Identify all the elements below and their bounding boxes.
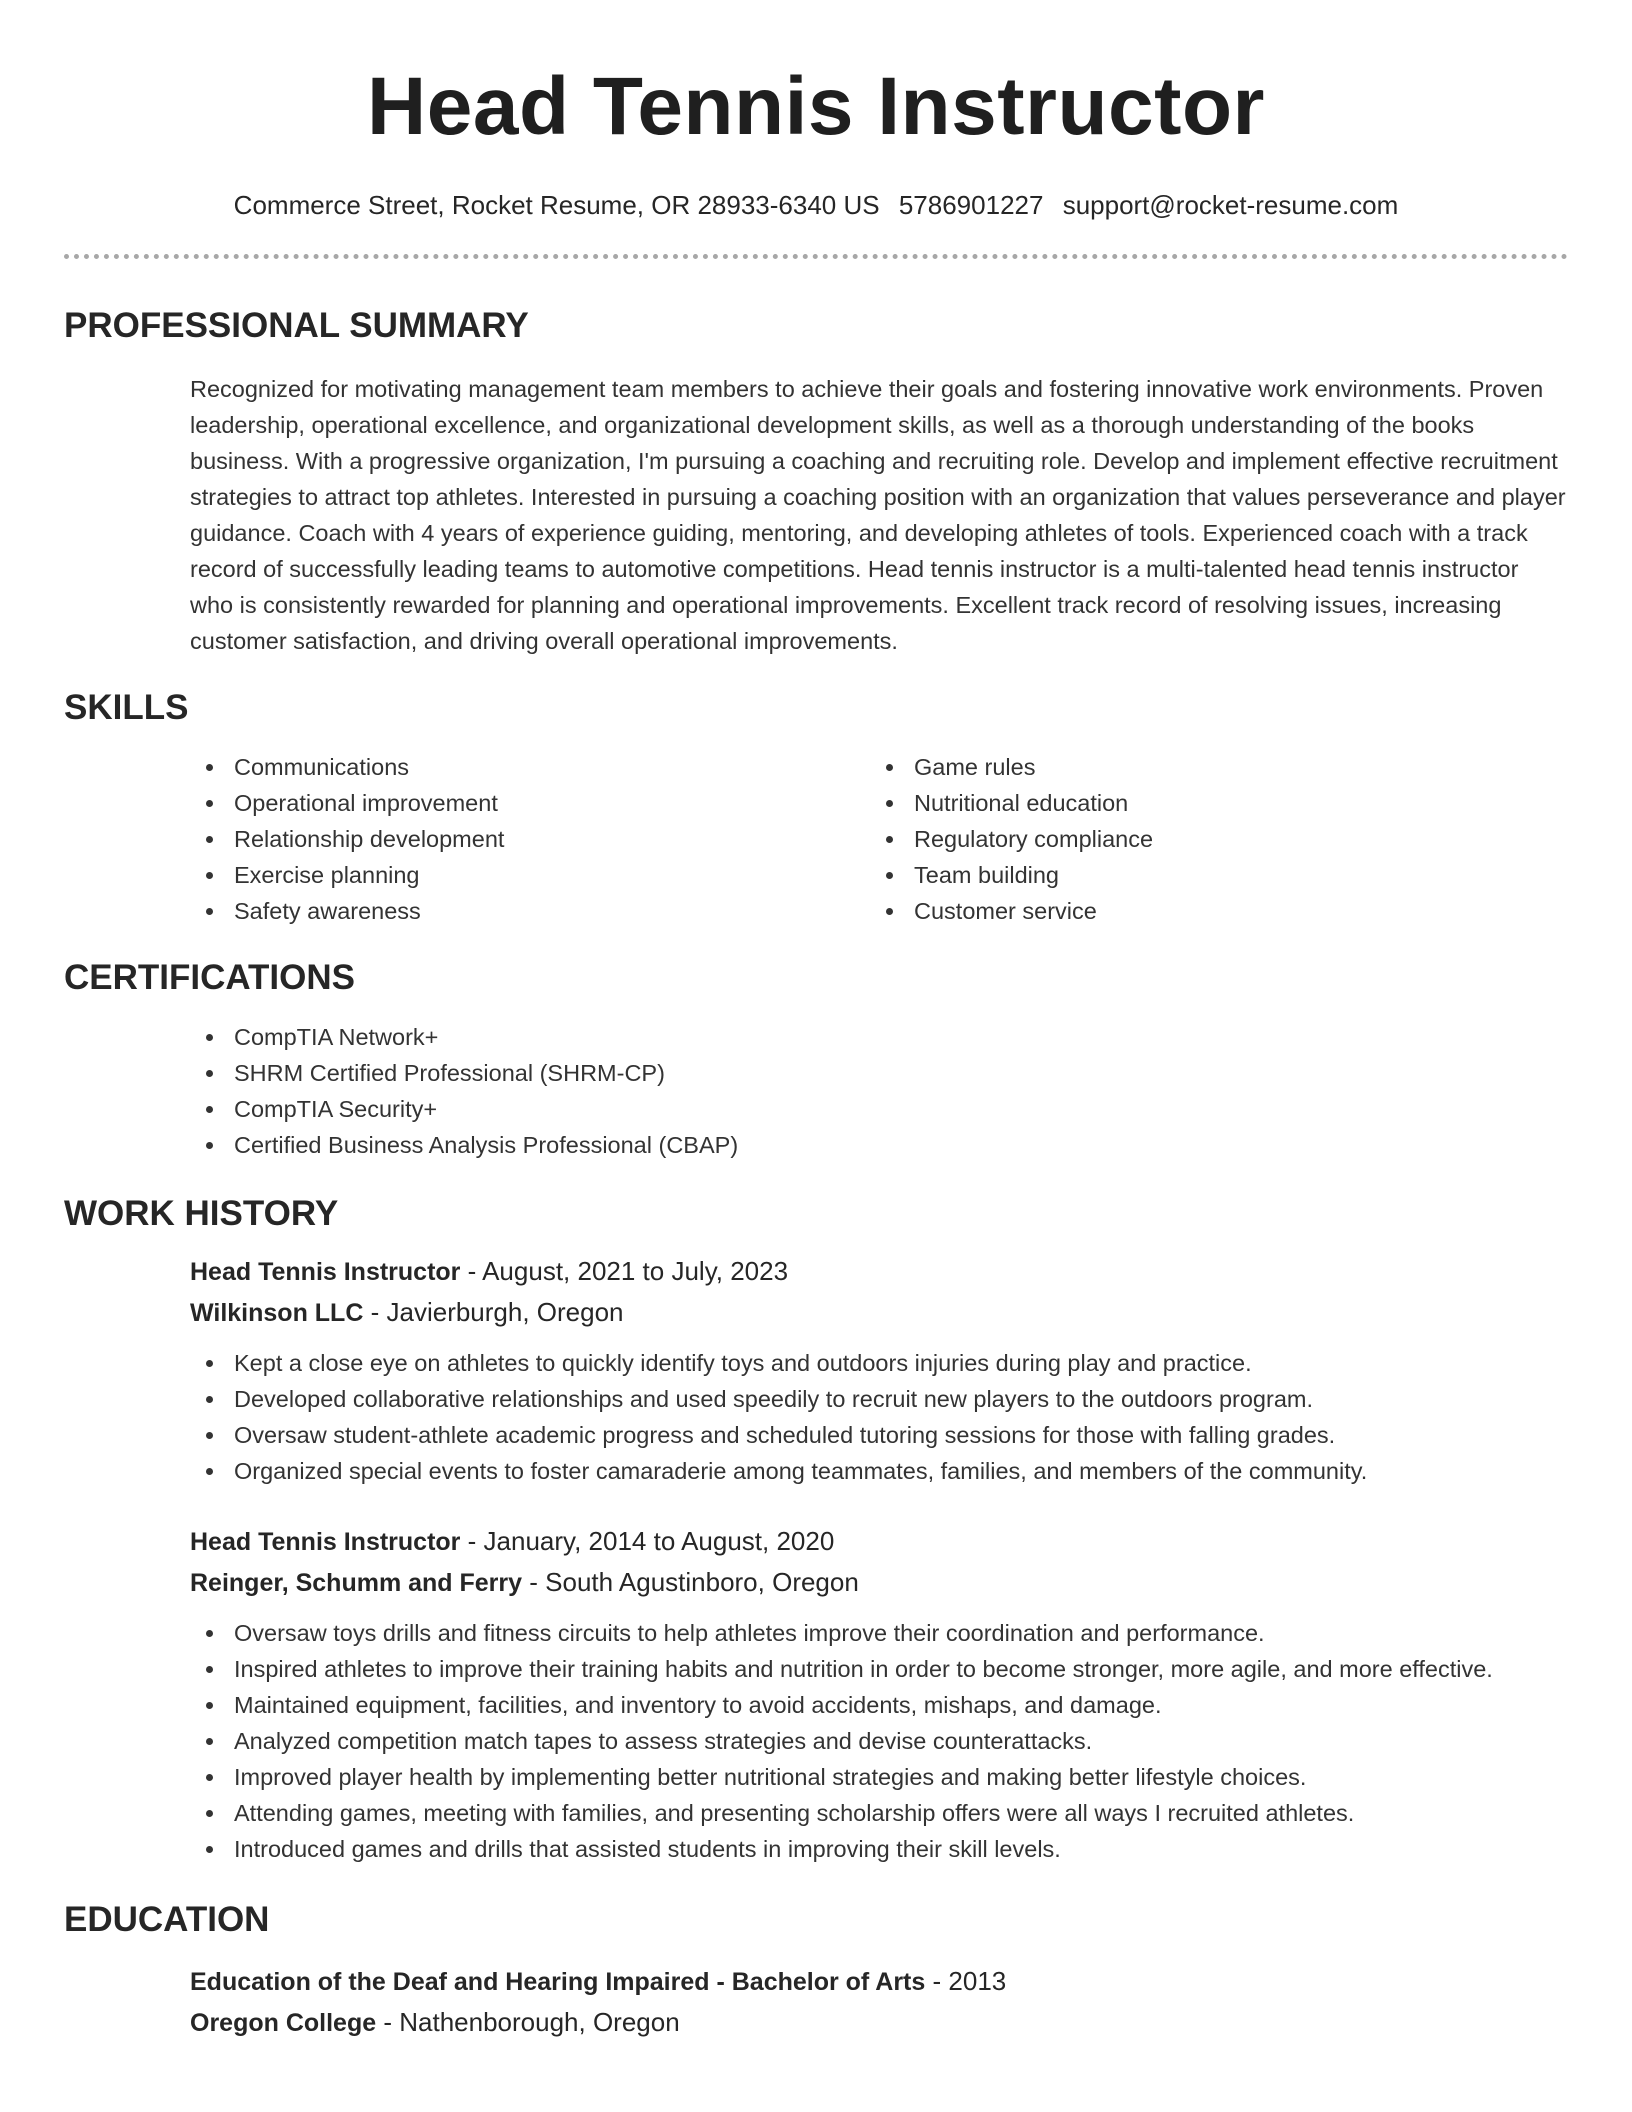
job-role-line [190, 1521, 1568, 1562]
job-dates: - January, 2014 to August, 2020 [460, 1526, 835, 1556]
job-duty: Attending games, meeting with families, and presenting scholarship offers were all ways I recruited athletes. [190, 1795, 1568, 1831]
job-company: Wilkinson LLC [190, 1299, 364, 1327]
job-role: Head Tennis Instructor [190, 1258, 461, 1286]
education-year: - 2013 [925, 1966, 1007, 1996]
job-dates: - August, 2021 to July, 2023 [460, 1256, 789, 1286]
contact-email: support@rocket-resume.com [1062, 190, 1399, 220]
skills-list [190, 749, 1568, 929]
contact-phone: 5786901227 [898, 190, 1044, 220]
certifications-heading: CERTIFICATIONS [64, 958, 356, 997]
skill-item: Team building [870, 857, 1550, 893]
education-entry [190, 1961, 1568, 2043]
summary-heading: PROFESSIONAL SUMMARY [64, 306, 529, 345]
education-degree: Education of the Deaf and Hearing Impaired - Bachelor of Arts [190, 1968, 926, 1996]
skill-item: Safety awareness [190, 893, 870, 929]
skill-item: Nutritional education [870, 785, 1550, 821]
job-company-line [190, 1562, 1568, 1603]
skill-item: Exercise planning [190, 857, 870, 893]
job-duty: Organized special events to foster camaraderie among teammates, families, and members of the community. [190, 1453, 1568, 1489]
resume-name: Head Tennis Instructor [367, 61, 1265, 152]
job-duty: Maintained equipment, facilities, and inventory to avoid accidents, mishaps, and damage. [190, 1687, 1568, 1723]
job-entry [190, 1521, 1568, 1867]
skill-item: Operational improvement [190, 785, 870, 821]
certification-item: CompTIA Network+ [190, 1019, 1568, 1055]
skill-item: Customer service [870, 893, 1550, 929]
certification-item: SHRM Certified Professional (SHRM-CP) [190, 1055, 1568, 1091]
education-school: Oregon College [190, 2009, 377, 2037]
job-duty: Oversaw toys drills and fitness circuits to help athletes improve their coordination and performance. [190, 1615, 1568, 1651]
job-location: - Javierburgh, Oregon [363, 1297, 624, 1327]
skill-item: Game rules [870, 749, 1550, 785]
job-duty: Analyzed competition match tapes to assess strategies and devise counterattacks. [190, 1723, 1568, 1759]
certifications-list [190, 1019, 1568, 1163]
contact-address: Commerce Street, Rocket Resume, OR 28933-6340 US [233, 190, 880, 220]
job-duty: Kept a close eye on athletes to quickly identify toys and outdoors injuries during play and practice. [190, 1345, 1568, 1381]
job-duty: Improved player health by implementing better nutritional strategies and making better lifestyle choices. [190, 1759, 1568, 1795]
job-duties-list [190, 1345, 1568, 1489]
education-location: - Nathenborough, Oregon [376, 2007, 680, 2037]
certification-item: Certified Business Analysis Professional (CBAP) [190, 1127, 1568, 1163]
job-duty: Developed collaborative relationships and used speedily to recruit new players to the outdoors program. [190, 1381, 1568, 1417]
job-duties-list [190, 1615, 1568, 1867]
job-duty: Inspired athletes to improve their training habits and nutrition in order to become stronger, more agile, and more effective. [190, 1651, 1568, 1687]
skills-column-left [190, 749, 870, 929]
skill-item: Relationship development [190, 821, 870, 857]
job-role: Head Tennis Instructor [190, 1528, 461, 1556]
job-duty: Oversaw student-athlete academic progress and scheduled tutoring sessions for those with falling grades. [190, 1417, 1568, 1453]
skills-column-right [870, 749, 1550, 929]
summary-text: Recognized for motivating management team members to achieve their goals and fostering innovative work environments. Proven leadership, operational excellence, and organizational development skills, as well as a thorough understanding of the books business. With a progressive organization, I'm pursuing a coaching and recruiting role. Develop and implement effective recruitment strategies to attract top athletes. Interested in pursuing a coaching position with an organization that values perseverance and player guidance. Coach with 4 years of experience guiding, mentoring, and developing athletes of tools. Experienced coach with a track record of successfully leading teams to automotive competitions. Head tennis instructor is a multi-talented head tennis instructor who is consistently rewarded for planning and operational improvements. Excellent track record of resolving issues, increasing customer satisfaction, and driving overall operational improvements. [190, 376, 1566, 654]
skills-heading: SKILLS [64, 688, 189, 727]
skill-item: Communications [190, 749, 870, 785]
education-school-line [190, 2002, 1568, 2043]
education-degree-line [190, 1961, 1568, 2002]
skill-item: Regulatory compliance [870, 821, 1550, 857]
job-company-line [190, 1292, 1568, 1333]
job-duty: Introduced games and drills that assisted students in improving their skill levels. [190, 1831, 1568, 1867]
job-location: - South Agustinboro, Oregon [522, 1567, 859, 1597]
job-entry [190, 1251, 1568, 1489]
contact-line [64, 190, 1568, 220]
education-heading: EDUCATION [64, 1900, 270, 1939]
job-role-line [190, 1251, 1568, 1292]
job-company: Reinger, Schumm and Ferry [190, 1569, 523, 1597]
work-history-heading: WORK HISTORY [64, 1194, 339, 1233]
header-divider [64, 254, 1568, 259]
certification-item: CompTIA Security+ [190, 1091, 1568, 1127]
